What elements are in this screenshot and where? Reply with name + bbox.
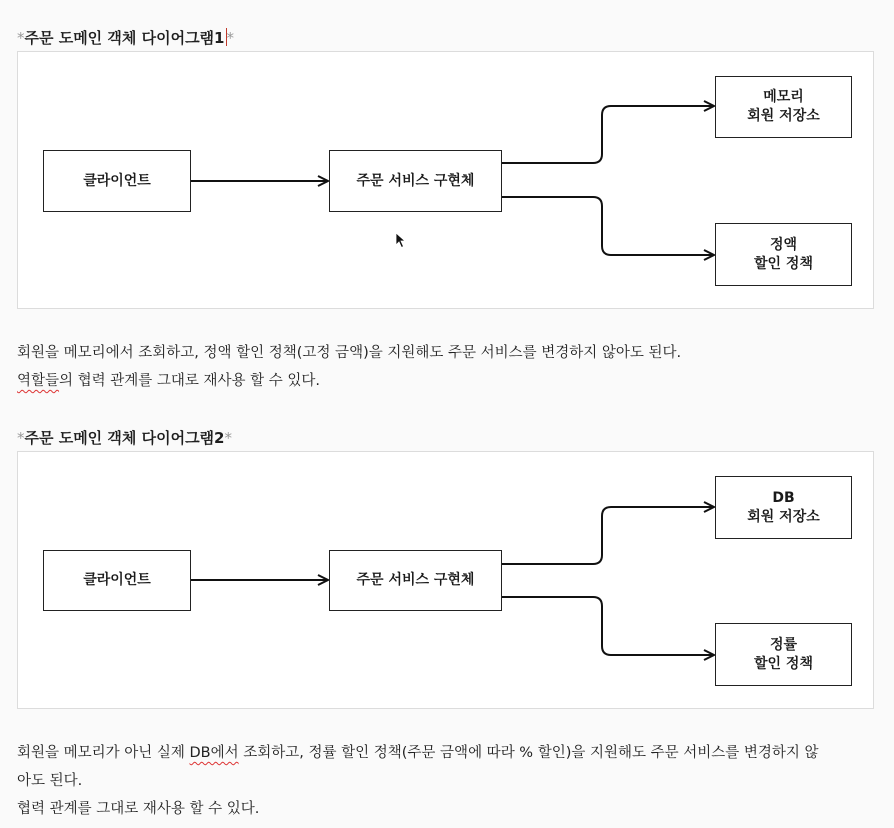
- spellcheck-marked-word[interactable]: DB에서: [189, 745, 239, 761]
- diagram1-description: [17, 339, 877, 395]
- paragraph-line: [17, 739, 877, 767]
- diagram2-description: [17, 739, 877, 823]
- heading-asterisk: *: [224, 429, 232, 447]
- policy-type-label: 정액: [769, 236, 798, 253]
- paragraph-line: 회원을 메모리에서 조회하고, 정액 할인 정책(고정 금액)을 지원해도 주문 서비스를 변경하지 않아도 된다.: [17, 345, 682, 361]
- diagram1-title: 주문 도메인 객체 다이어그램1: [24, 29, 225, 47]
- order-service-box: [329, 150, 502, 212]
- client-box: [43, 150, 191, 212]
- repo-type-label: DB: [772, 489, 795, 506]
- policy-name-label: 할인 정책: [754, 255, 813, 272]
- diagram2-title: 주문 도메인 객체 다이어그램2: [24, 429, 225, 447]
- policy-name-label: 할인 정책: [754, 655, 813, 672]
- client-label: 클라이언트: [83, 572, 151, 588]
- client-box: [43, 550, 191, 611]
- paragraph-line: 아도 된다.: [17, 773, 83, 789]
- order-service-label: 주문 서비스 구현체: [356, 172, 475, 189]
- heading-asterisk: *: [17, 429, 25, 447]
- diagram2-heading: [17, 427, 232, 448]
- discount-policy-box: [715, 223, 852, 286]
- repo-name-label: 회원 저장소: [747, 508, 820, 525]
- paragraph-line: 협력 관계를 그대로 재사용 할 수 있다.: [17, 801, 260, 817]
- heading-asterisk: *: [17, 29, 25, 47]
- order-service-label: 주문 서비스 구현체: [356, 572, 475, 588]
- discount-policy-box: [715, 623, 852, 686]
- member-repository-box: [715, 476, 852, 539]
- repo-type-label: 메모리: [763, 89, 804, 105]
- spellcheck-marked-word[interactable]: 역할들: [17, 373, 60, 389]
- arrow-service-to-repo: [501, 106, 714, 163]
- paragraph-text: 회원을 메모리가 아닌 실제: [17, 745, 190, 761]
- order-service-box: [329, 550, 502, 611]
- diagram1-image[interactable]: [17, 51, 874, 309]
- client-label: 클라이언트: [83, 172, 151, 189]
- arrow-service-to-repo: [501, 507, 714, 564]
- policy-type-label: 정률: [769, 636, 798, 653]
- member-repository-box: [715, 76, 852, 138]
- arrow-service-to-policy: [501, 197, 714, 255]
- arrow-service-to-policy: [501, 597, 714, 655]
- paragraph-line: [17, 367, 877, 395]
- paragraph-text: 조회하고, 정률 할인 정책(주문 금액에 따라 % 할인)을 지원해도 주문 서비스를 변경하지 않: [238, 745, 819, 761]
- heading-asterisk: *: [226, 29, 234, 47]
- paragraph-text: 의 협력 관계를 그대로 재사용 할 수 있다.: [59, 373, 321, 389]
- diagram2-image[interactable]: [17, 451, 874, 709]
- diagram1-heading: [17, 27, 234, 48]
- mouse-pointer-icon: [395, 232, 407, 249]
- repo-name-label: 회원 저장소: [747, 108, 820, 124]
